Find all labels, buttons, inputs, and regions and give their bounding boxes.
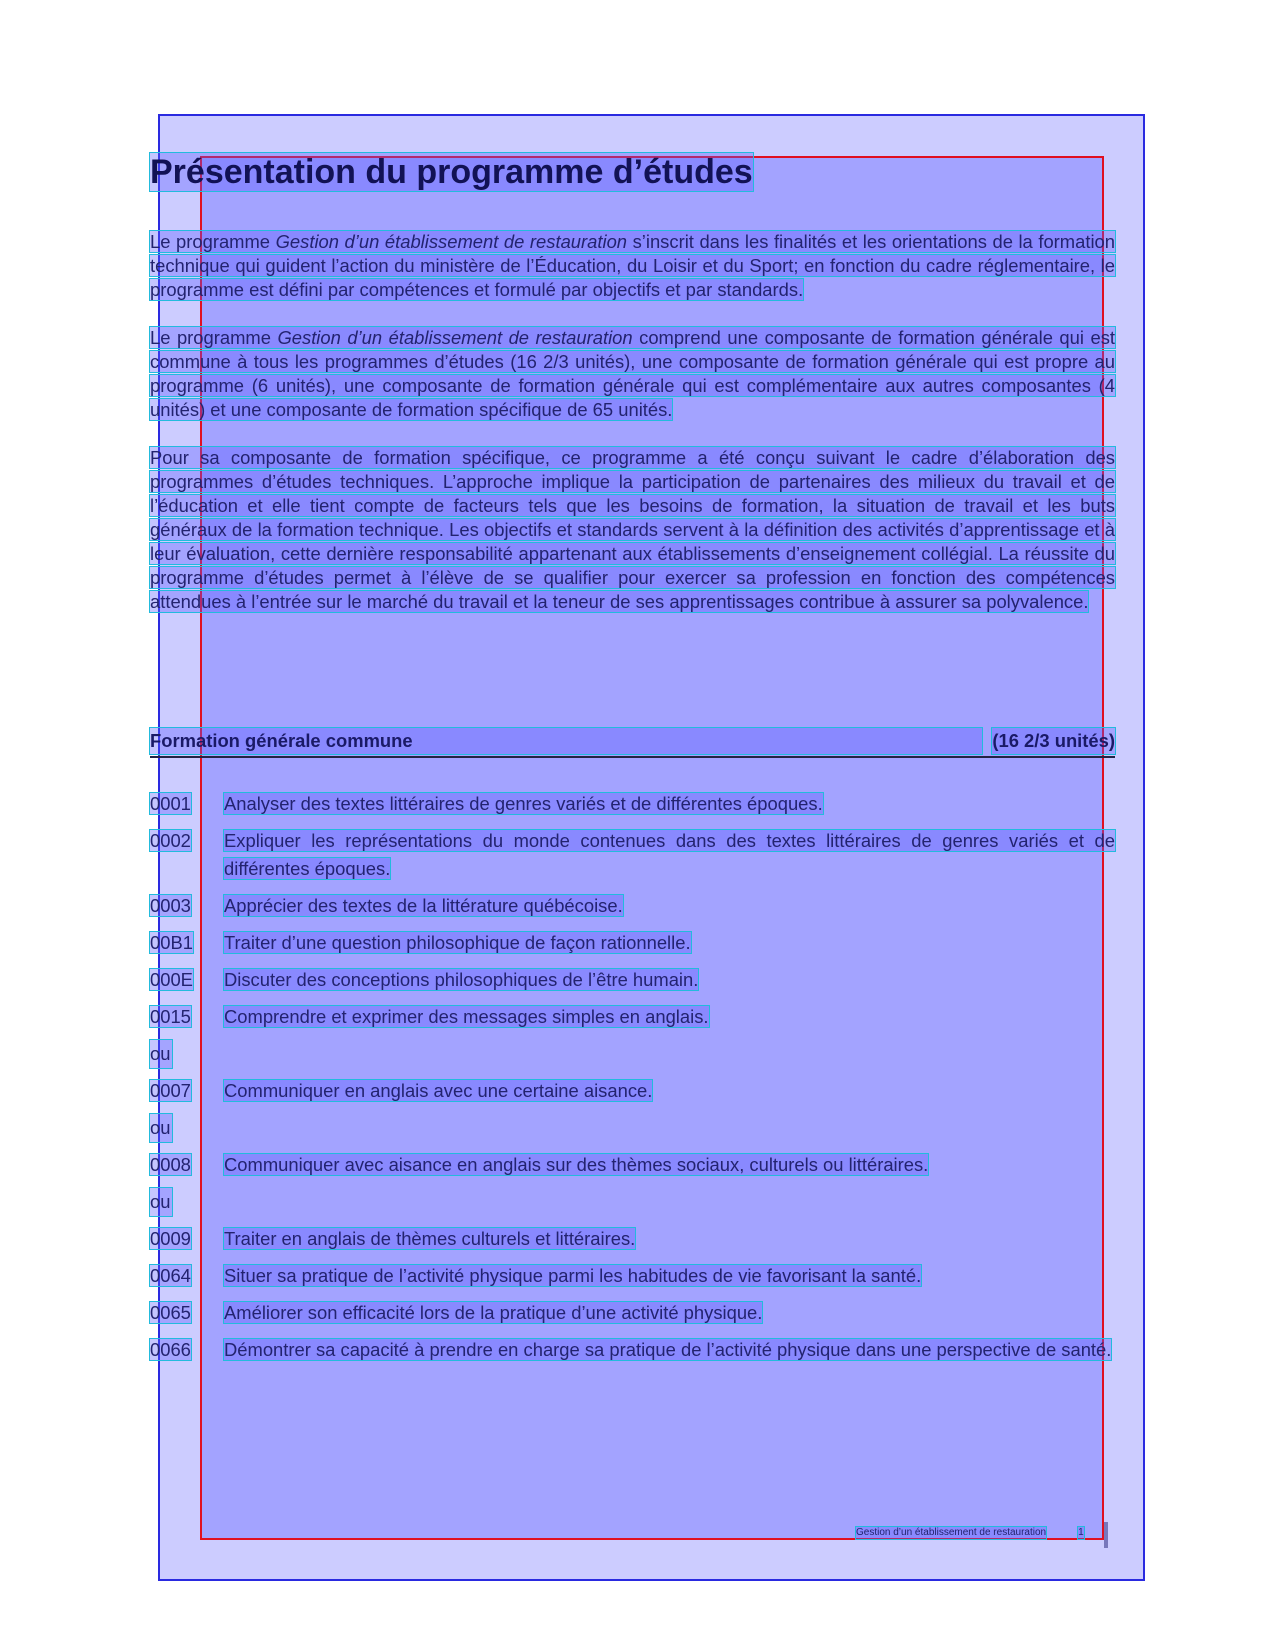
paragraph-3-text: Pour sa composante de formation spécifique, ce programme a été conçu suivant le cadre d’élaboration des programmes d’études techniques. L’approche implique la participation de partenaires des milieux du travail et de l’éducation et elle tient compte de facteurs tels que les besoins de formation, la situation de travail et les buts généraux de la formation technique. Les objectifs et standards servent à la définition des activités d’apprentissage et à leur évaluation, cette dernière responsabilité appartenant aux établissements d’enseignement collégial. La réussite du programme d’études permet à l’élève de se qualifier pour exercer sa profession en fonction des compétences attendues à l’entrée sur le marché du travail et la teneur de ses apprentissages contribue à assurer sa polyvalence. <box>150 447 1115 612</box>
course-alternative-or: ou <box>150 1188 172 1216</box>
program-name-italic: Gestion d’un établissement de restauration <box>277 327 633 348</box>
page-title <box>150 150 1115 194</box>
paragraph-1-lead: Le programme <box>150 231 276 252</box>
course-description: Communiquer avec aisance en anglais sur des thèmes sociaux, culturels ou littéraires. <box>224 1154 929 1175</box>
intro-paragraph-1 <box>150 230 1115 302</box>
course-description: Expliquer les représentations du monde contenues dans des textes littéraires de genres variés et de différentes époques. <box>224 830 1115 879</box>
program-name-italic: Gestion d’un établissement de restauration <box>275 231 628 252</box>
course-code: 0001 <box>150 793 191 814</box>
course-list <box>150 790 1115 1373</box>
course-description: Traiter d’une question philosophique de façon rationnelle. <box>224 932 691 953</box>
footer-marker <box>1104 1522 1108 1548</box>
course-description: Démontrer sa capacité à prendre en charge sa pratique de l’activité physique dans une perspective de santé. <box>224 1339 1112 1360</box>
course-item <box>150 1299 1115 1327</box>
course-item <box>150 790 1115 818</box>
course-item <box>150 827 1115 883</box>
page-footer <box>856 1527 1084 1539</box>
page-title-text: Présentation du programme d’études <box>150 153 753 191</box>
course-item <box>150 1336 1115 1364</box>
course-code: 0007 <box>150 1080 191 1101</box>
course-item <box>150 1262 1115 1290</box>
course-code: 0003 <box>150 895 191 916</box>
course-code: 0066 <box>150 1339 191 1360</box>
course-item <box>150 929 1115 957</box>
course-description: Apprécier des textes de la littérature québécoise. <box>224 895 623 916</box>
course-code: 000E <box>150 969 193 990</box>
paragraph-2-text <box>150 327 1115 420</box>
footer-program-name: Gestion d’un établissement de restauration <box>856 1527 1047 1538</box>
course-item <box>150 966 1115 994</box>
course-code: 0015 <box>150 1006 191 1027</box>
paragraph-1-text <box>150 231 1115 300</box>
course-code: 0009 <box>150 1228 191 1249</box>
intro-paragraph-2 <box>150 326 1115 422</box>
paragraph-1-rest: s’inscrit dans les finalités et les orientations de la formation technique qui guident l’action du ministère de l’Éducation, du Loisir et du Sport; en fonction du cadre réglementaire, le programme est défini par compétences et formulé par objectifs et par standards. <box>150 231 1116 300</box>
course-code: 0002 <box>150 830 191 851</box>
course-alternative-or: ou <box>150 1040 172 1068</box>
course-item <box>150 1003 1115 1031</box>
course-item <box>150 892 1115 920</box>
intro-paragraph-3 <box>150 446 1115 614</box>
page-number: 1 <box>1078 1527 1084 1538</box>
section-header <box>150 728 1115 758</box>
course-description: Améliorer son efficacité lors de la pratique d’une activité physique. <box>224 1302 763 1323</box>
course-code: 0064 <box>150 1265 191 1286</box>
course-description: Situer sa pratique de l’activité physique parmi les habitudes de vie favorisant la santé. <box>224 1265 922 1286</box>
course-code: 0008 <box>150 1154 191 1175</box>
paragraph-2-rest: comprend une composante de formation générale qui est commune à tous les programmes d’études (16 2/3 unités), une composante de formation générale qui est propre au programme (6 unités), une composante de formation générale qui est complémentaire aux autres composantes (4 unités) et une composante de formation spécifique de 65 unités. <box>150 327 1115 420</box>
course-code: 0065 <box>150 1302 191 1323</box>
course-description: Analyser des textes littéraires de genres variés et de différentes époques. <box>224 793 823 814</box>
paragraph-2-lead: Le programme <box>150 327 278 348</box>
course-description: Communiquer en anglais avec une certaine aisance. <box>224 1080 653 1101</box>
course-item <box>150 1077 1115 1105</box>
course-description: Discuter des conceptions philosophiques de l’être humain. <box>224 969 699 990</box>
course-code: 00B1 <box>150 932 193 953</box>
course-description: Traiter en anglais de thèmes culturels et littéraires. <box>224 1228 636 1249</box>
section-units: (16 2/3 unités) <box>992 728 1115 754</box>
course-item <box>150 1151 1115 1179</box>
course-item <box>150 1225 1115 1253</box>
course-alternative-or: ou <box>150 1114 172 1142</box>
course-description: Comprendre et exprimer des messages simples en anglais. <box>224 1006 709 1027</box>
document-body <box>150 150 1115 614</box>
section-title: Formation générale commune <box>150 728 982 754</box>
